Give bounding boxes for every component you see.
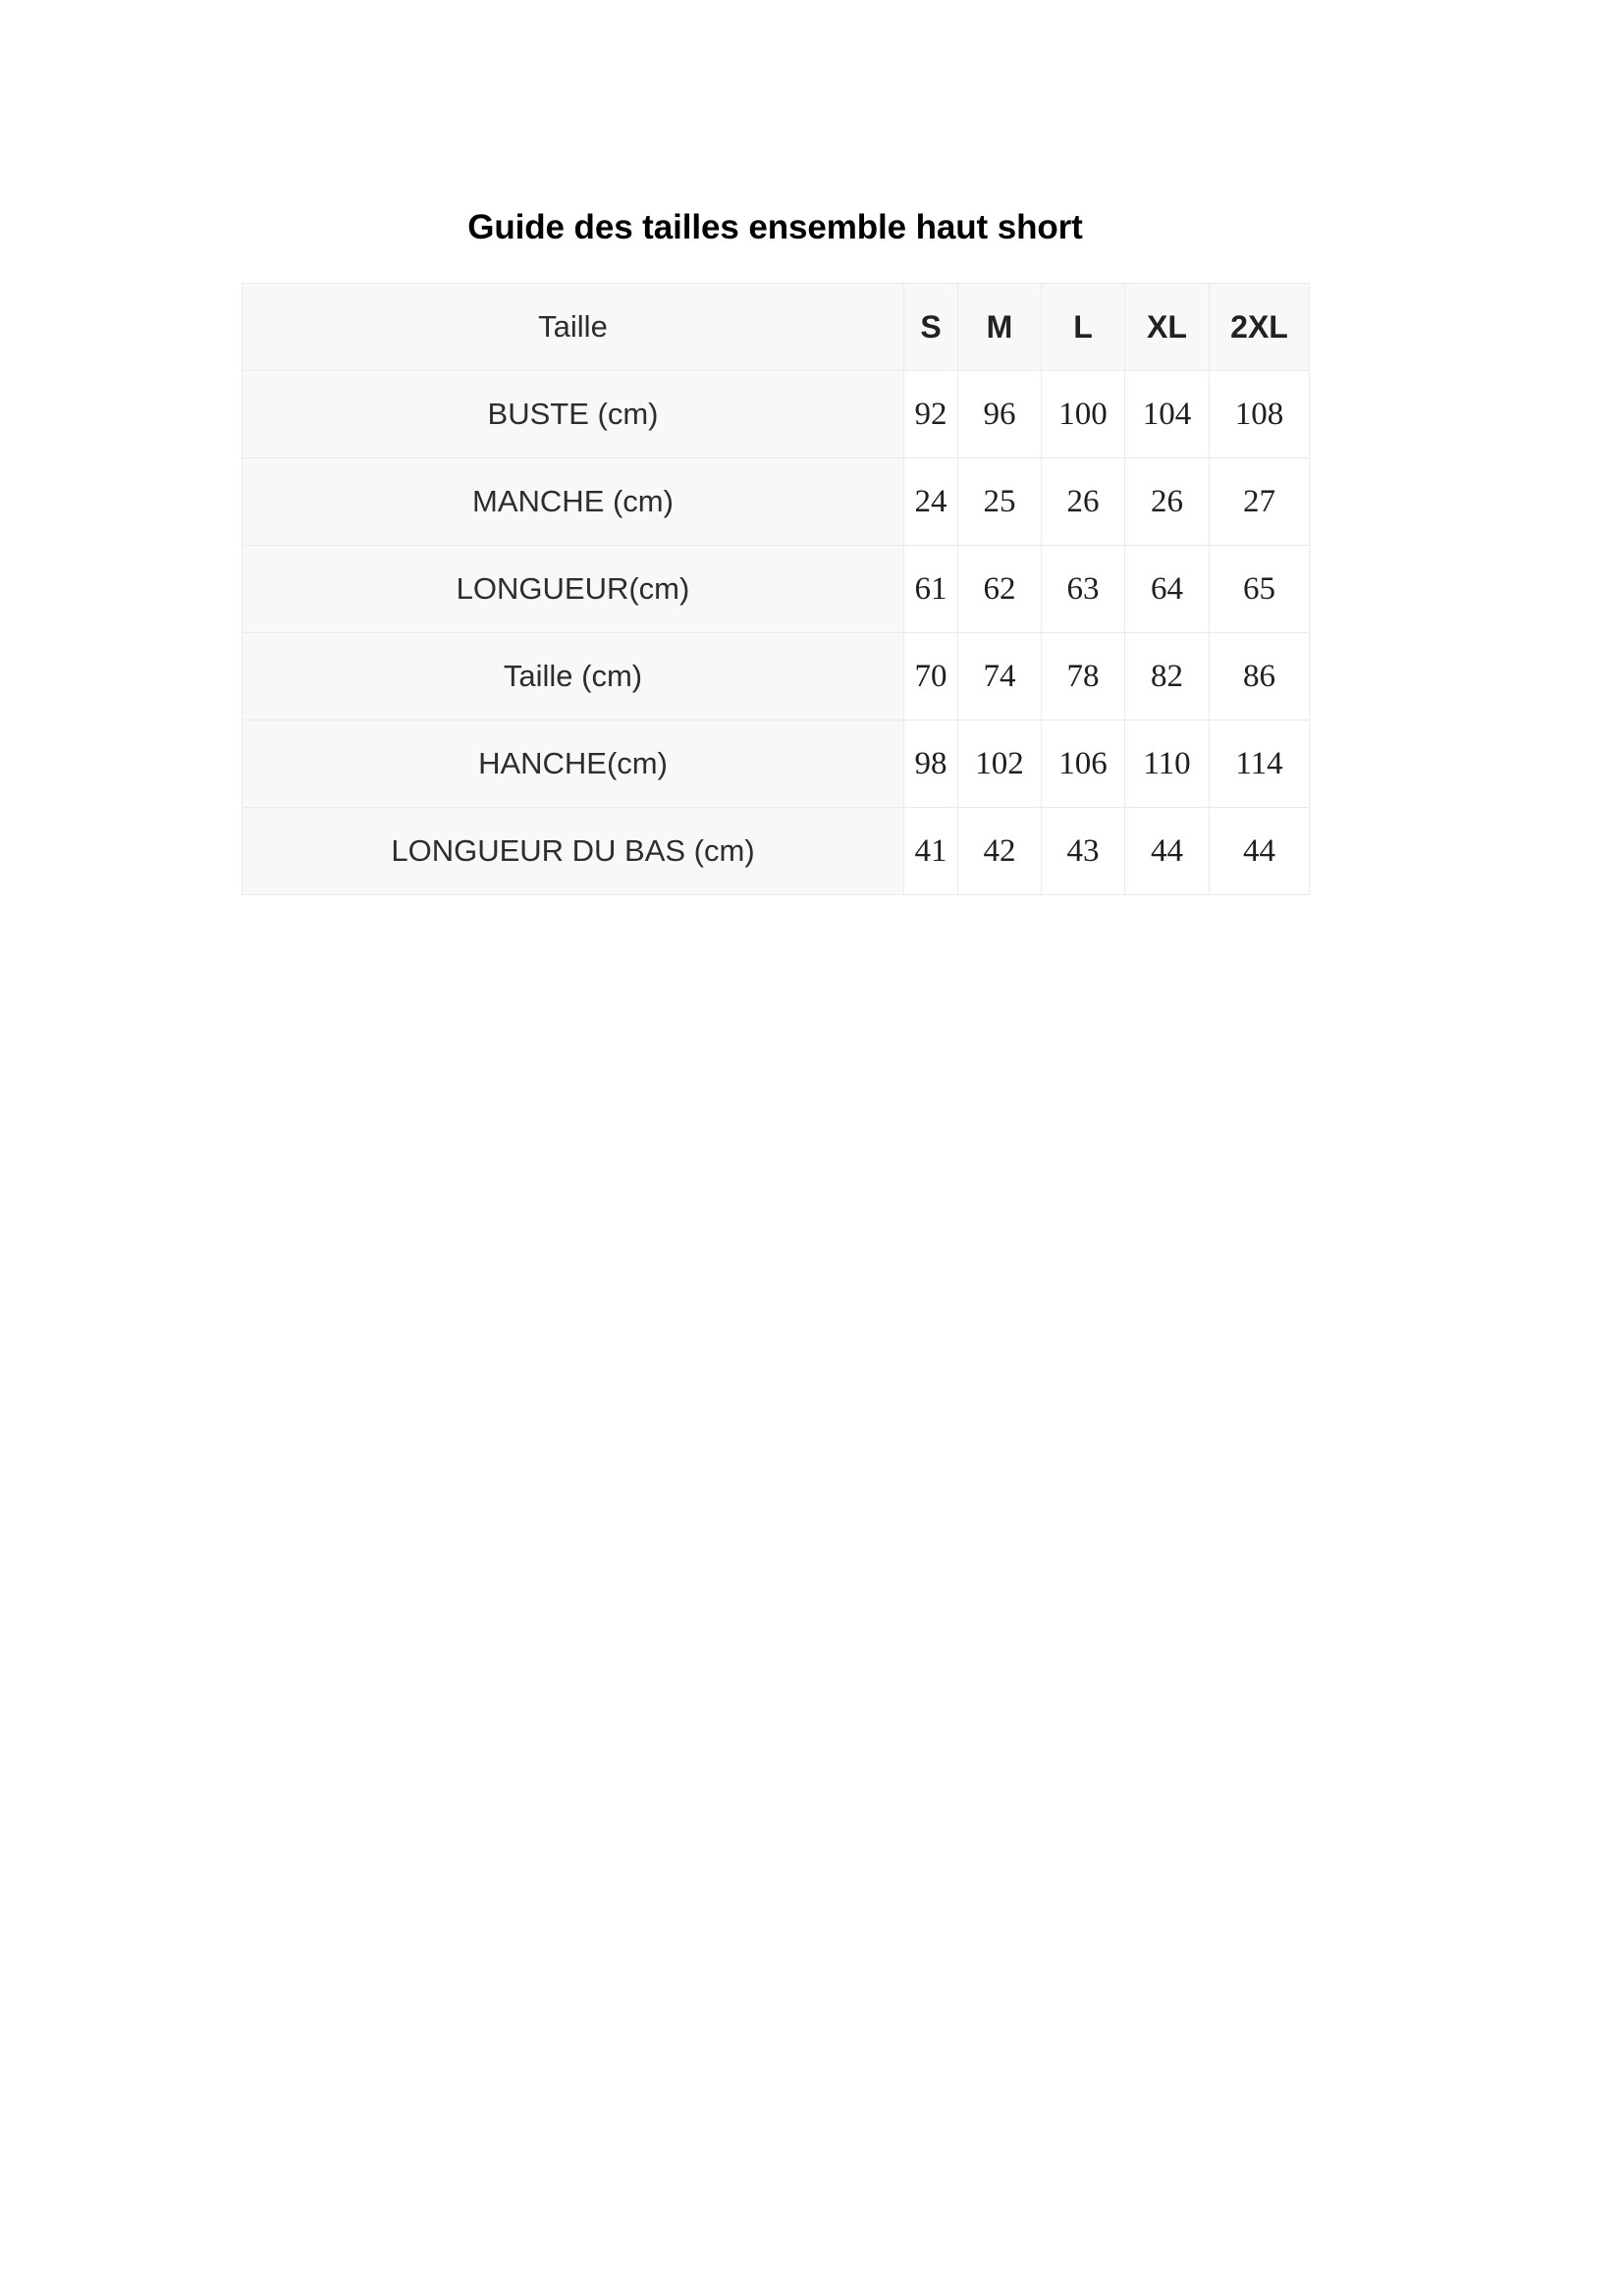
column-header-size-s: S (904, 284, 958, 371)
cell-value: 26 (1042, 458, 1125, 546)
table-row (243, 458, 1310, 546)
cell-value: 24 (904, 458, 958, 546)
cell-value: 26 (1125, 458, 1210, 546)
cell-value: 61 (904, 546, 958, 633)
cell-value: 104 (1125, 371, 1210, 458)
cell-value: 74 (958, 633, 1042, 721)
cell-value: 44 (1125, 808, 1210, 895)
cell-value: 78 (1042, 633, 1125, 721)
table-row (243, 633, 1310, 721)
cell-value: 92 (904, 371, 958, 458)
cell-value: 65 (1210, 546, 1310, 633)
cell-value: 42 (958, 808, 1042, 895)
cell-value: 43 (1042, 808, 1125, 895)
cell-value: 64 (1125, 546, 1210, 633)
row-label: HANCHE(cm) (243, 721, 904, 808)
size-guide-table (242, 283, 1310, 895)
column-header-measurement: Taille (243, 284, 904, 371)
cell-value: 100 (1042, 371, 1125, 458)
column-header-size-2xl: 2XL (1210, 284, 1310, 371)
table-header-row (243, 284, 1310, 371)
cell-value: 110 (1125, 721, 1210, 808)
cell-value: 62 (958, 546, 1042, 633)
row-label: LONGUEUR DU BAS (cm) (243, 808, 904, 895)
cell-value: 41 (904, 808, 958, 895)
column-header-size-m: M (958, 284, 1042, 371)
row-label: MANCHE (cm) (243, 458, 904, 546)
cell-value: 63 (1042, 546, 1125, 633)
cell-value: 44 (1210, 808, 1310, 895)
page-title: Guide des tailles ensemble haut short (467, 208, 1083, 246)
cell-value: 70 (904, 633, 958, 721)
column-header-size-xl: XL (1125, 284, 1210, 371)
cell-value: 98 (904, 721, 958, 808)
cell-value: 106 (1042, 721, 1125, 808)
table-row (243, 808, 1310, 895)
table-row (243, 371, 1310, 458)
table-row (243, 721, 1310, 808)
cell-value: 108 (1210, 371, 1310, 458)
row-label: Taille (cm) (243, 633, 904, 721)
cell-value: 96 (958, 371, 1042, 458)
cell-value: 86 (1210, 633, 1310, 721)
cell-value: 82 (1125, 633, 1210, 721)
row-label: LONGUEUR(cm) (243, 546, 904, 633)
row-label: BUSTE (cm) (243, 371, 904, 458)
cell-value: 25 (958, 458, 1042, 546)
cell-value: 27 (1210, 458, 1310, 546)
cell-value: 114 (1210, 721, 1310, 808)
cell-value: 102 (958, 721, 1042, 808)
column-header-size-l: L (1042, 284, 1125, 371)
table-row (243, 546, 1310, 633)
